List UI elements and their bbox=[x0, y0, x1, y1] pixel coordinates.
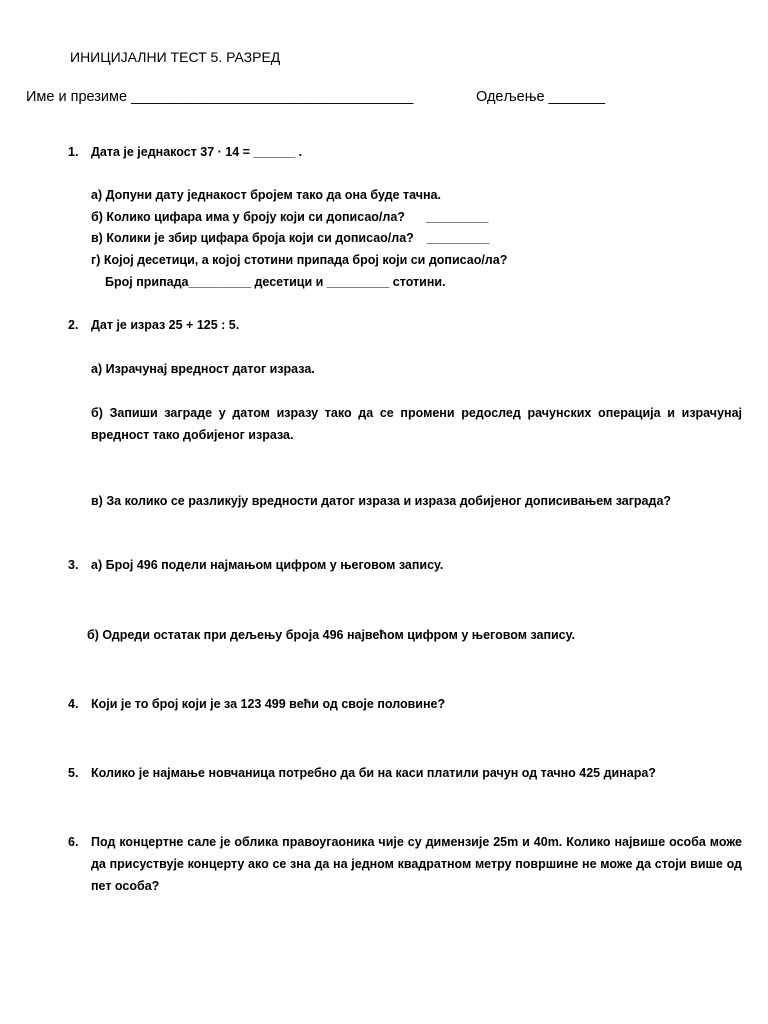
name-label: Име и презиме bbox=[26, 89, 128, 105]
q1-c-blank[interactable]: _________ bbox=[426, 231, 490, 245]
q1-d: г) Којој десетици, а којој стотини припада број који си дописао/ла? bbox=[91, 253, 508, 267]
q1-a: а) Допуни дату једнакост бројем тако да она буде тачна. bbox=[91, 188, 441, 202]
q1-b-blank[interactable]: _________ bbox=[425, 210, 489, 224]
name-blank[interactable]: ___________________________________ bbox=[131, 89, 414, 105]
q2-b: б) Запиши заграде у датом изразу тако да се промени редослед рачунских операција и израчунај вредност тако добијеног израза. bbox=[91, 406, 742, 442]
q1-e: Број припада_________ десетици и _________ стотини. bbox=[105, 275, 446, 289]
q3-b: б) Одреди остатак при дељењу броја 496 највећом цифром у његовом запису. bbox=[87, 628, 575, 642]
class-field-row bbox=[476, 89, 605, 105]
page-title: ИНИЦИЈАЛНИ ТЕСТ 5. РАЗРЕД bbox=[70, 49, 281, 65]
q1-text: Дата је једнакост 37 · 14 = ______ . bbox=[91, 145, 303, 159]
q1-b-row bbox=[91, 210, 488, 224]
name-field-row bbox=[26, 89, 413, 105]
class-blank[interactable]: _______ bbox=[548, 89, 606, 105]
q1-b: б) Колико цифара има у броју који си дописао/ла? bbox=[91, 210, 405, 224]
q2-c: в) За колико се разликују вредности датог израза и израза добијеног дописивањем заграда? bbox=[91, 494, 672, 508]
q2-a: а) Израчунај вредност датог израза. bbox=[91, 362, 315, 376]
q1-c-row bbox=[91, 231, 489, 245]
q5-text: Колико је најмање новчаница потребно да би на каси платили рачун од тачно 425 динара? bbox=[91, 766, 656, 780]
q3-number: 3. bbox=[68, 558, 79, 572]
q4-text: Који је то број који је за 123 499 већи од своје половине? bbox=[91, 697, 446, 711]
q2-number: 2. bbox=[68, 318, 79, 332]
q2-text: Дат је израз 25 + 125 : 5. bbox=[91, 318, 240, 332]
q1-number: 1. bbox=[68, 145, 79, 159]
q4-number: 4. bbox=[68, 697, 79, 711]
q6-number: 6. bbox=[68, 835, 79, 849]
q6-text: Под концертне сале је облика правоугаоника чије су димензије 25m и 40m. Колико највише особа може да присуствује концерту ако се зна да на једном квадратном метру површине не може да стоји више од пет особа? bbox=[91, 835, 742, 893]
q5-number: 5. bbox=[68, 766, 79, 780]
class-label: Одељење bbox=[476, 89, 545, 105]
q3-a: а) Број 496 подели најмањом цифром у његовом запису. bbox=[91, 558, 444, 572]
q1-c: в) Колики је збир цифара броја који си дописао/ла? bbox=[91, 231, 414, 245]
